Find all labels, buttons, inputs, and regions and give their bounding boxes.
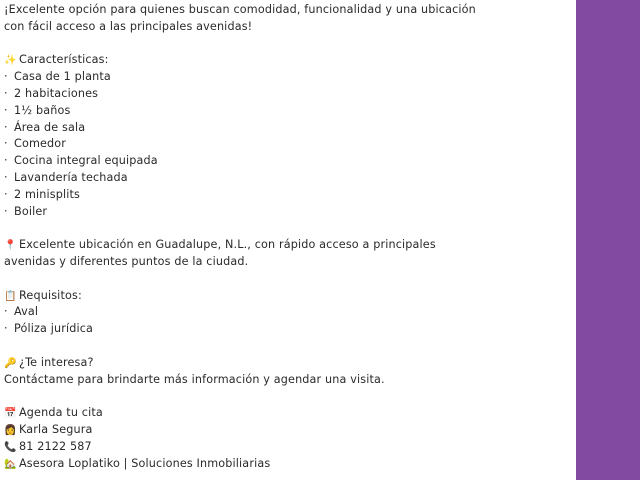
agent-name: Karla Segura [19,422,93,436]
spacer [4,338,570,355]
interest-question-text: ¿Te interesa? [19,355,94,369]
house-icon: 🏡 [4,458,17,470]
requirements-heading [4,288,570,305]
intro-line-2: con fácil acceso a las principales avenidas! [4,19,253,33]
spacer [4,388,570,405]
feature-item: · 1½ baños [4,103,570,120]
requirements-heading-text: Requisitos: [19,288,82,302]
feature-item: · Casa de 1 planta [4,69,570,86]
location-line-2: avenidas y diferentes puntos de la ciudad. [4,254,249,268]
location-line-1 [4,237,570,254]
spacer [4,220,570,237]
side-accent-bar [576,0,640,480]
features-heading-text: Características: [19,53,109,67]
location-text-1: Excelente ubicación en Guadalupe, N.L., con rápido acceso a principales [19,238,436,252]
feature-item: · Cocina integral equipada [4,153,570,170]
requirement-item: · Póliza jurídica [4,321,570,338]
woman-icon: 👩 [4,424,17,436]
clipboard-icon: 📋 [4,290,17,302]
calendar-icon: 📅 [4,408,17,420]
spacer [4,271,570,288]
appointment-text: Agenda tu cita [19,406,103,420]
listing-description [4,2,570,472]
pin-icon: 📍 [4,240,17,252]
agency-name: Asesora Loplatiko | Soluciones Inmobiliarias [19,456,271,470]
contact-appointment [4,405,570,422]
key-icon: 🔑 [4,357,17,369]
feature-item: · 2 habitaciones [4,86,570,103]
intro-line-1: ¡Excelente opción para quienes buscan comodidad, funcionalidad y una ubicación [4,3,476,16]
interest-question [4,355,570,372]
contact-agency [4,456,570,473]
contact-phone [4,439,570,456]
phone-icon: 📞 [4,441,17,453]
features-heading [4,52,570,69]
sparkles-icon: ✨ [4,55,17,67]
feature-item: · Área de sala [4,120,570,137]
interest-cta: Contáctame para brindarte más información y agendar una visita. [4,372,385,386]
feature-item: · Boiler [4,204,570,221]
feature-item: · Comedor [4,136,570,153]
spacer [4,36,570,53]
phone-number: 81 2122 587 [19,439,92,453]
contact-name [4,422,570,439]
feature-item: · 2 minisplits [4,187,570,204]
requirement-item: · Aval [4,304,570,321]
feature-item: · Lavandería techada [4,170,570,187]
